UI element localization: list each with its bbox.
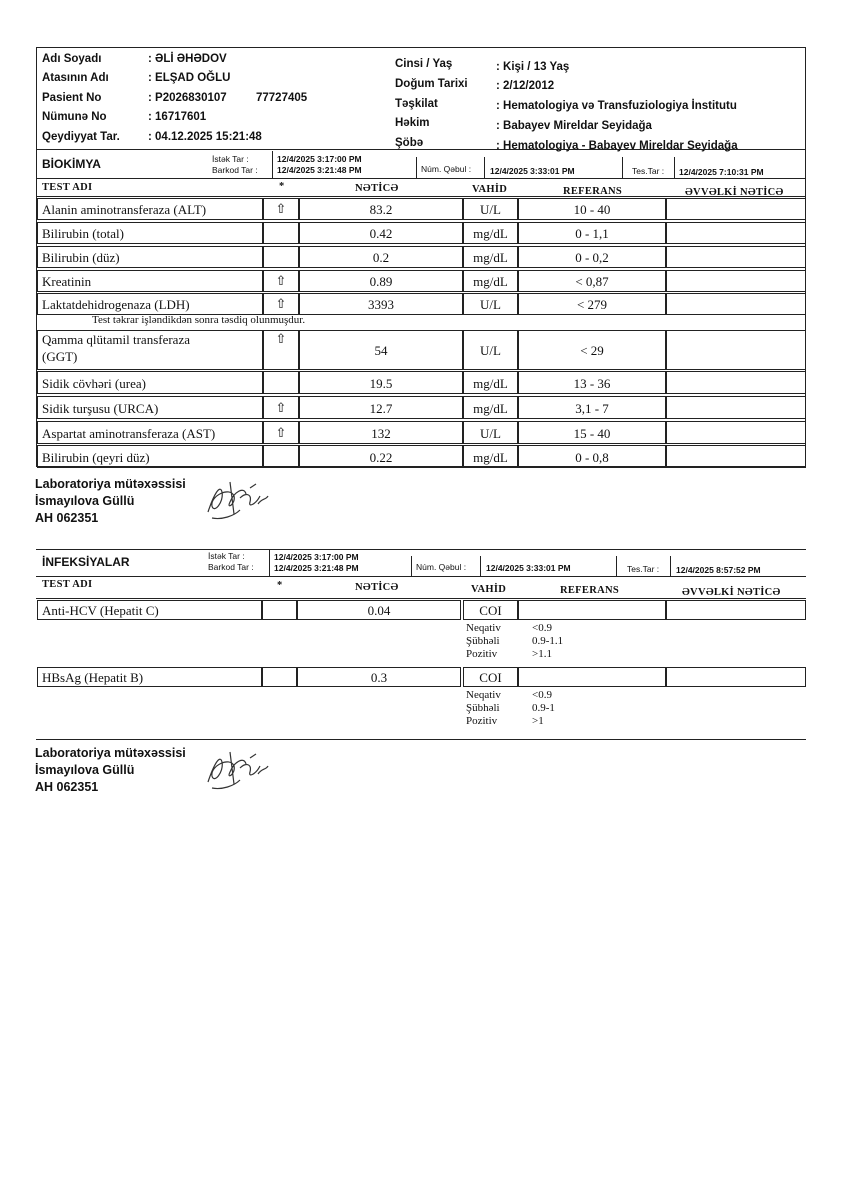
test-unit: U/L (480, 202, 501, 217)
bio-cell-prev (666, 222, 806, 244)
bio-cell-prev (666, 330, 806, 370)
test-unit: U/L (480, 343, 501, 358)
inf-cell-prev (666, 667, 806, 687)
num-qebul-label: Núm. Qəbul : (421, 164, 472, 174)
interp-value: >1 (532, 715, 544, 727)
high-flag-icon: ⇧ (275, 332, 287, 347)
bio-cell-flag (263, 270, 299, 292)
signer-title: Laboratoriya mütəxəssisi (35, 477, 186, 491)
bio-cell-unit (463, 246, 518, 268)
inf-col-test: TEST ADI (42, 579, 93, 590)
bio-cell-result (299, 445, 463, 468)
test-unit: mg/dL (473, 450, 508, 465)
doctor: : Babayev Mireldar Seyidağa (496, 120, 652, 132)
inf-tes-tar-label: Tes.Tar : (627, 564, 660, 574)
inf-col-prev: ƏVVƏLKİ NƏTİCƏ (682, 587, 781, 598)
inf-num-qebul-date: 12/4/2025 3:33:01 PM (486, 563, 571, 573)
high-flag-icon: ⇧ (275, 297, 287, 312)
bio-cell-result (299, 198, 463, 220)
tes-tar-date: 12/4/2025 7:10:31 PM (679, 167, 764, 177)
bio-cell-unit (463, 396, 518, 419)
test-ref: 0 - 1,1 (575, 226, 609, 241)
inf-num-qebul-label: Núm. Qəbul : (416, 562, 467, 572)
inf-test-result: 0.04 (367, 603, 391, 618)
signer2-code: AH 062351 (35, 780, 99, 794)
inf-cell-star (262, 667, 297, 687)
bio-cell-flag (263, 445, 299, 468)
test-ref: 3,1 - 7 (575, 401, 609, 416)
sample-no-label: Nümunə No (42, 111, 107, 123)
high-flag-icon: ⇧ (275, 426, 287, 441)
name-label: Adı Soyadı (42, 53, 102, 65)
bio-cell-ref (518, 270, 666, 292)
inf-cell-name (37, 600, 262, 620)
bio-cell-prev (666, 270, 806, 292)
col-result: NƏTİCƏ (355, 183, 399, 194)
inf-cell-ref (518, 667, 666, 687)
inf-cell-result (297, 600, 461, 620)
birth-date: : 2/12/2012 (496, 80, 555, 92)
bio-cell-unit (463, 445, 518, 468)
tes-tar-label: Tes.Tar : (632, 166, 665, 176)
inf-col-result: NƏTİCƏ (355, 582, 399, 593)
interp-label: Neqativ (466, 622, 501, 634)
test-name-cont: (GGT) (42, 349, 78, 364)
patient-name: : ƏLİ ƏHƏDOV (148, 53, 227, 65)
test-result: 83.2 (369, 202, 393, 217)
high-flag-icon: ⇧ (275, 274, 287, 289)
dept-label: Şöbə (395, 137, 424, 149)
inf-col-ref: REFERANS (560, 585, 619, 596)
test-result: 12.7 (369, 401, 393, 416)
bio-cell-name (37, 293, 263, 315)
bio-cell-result (299, 330, 463, 370)
bio-cell-name (37, 371, 263, 394)
org-label: Təşkilat (395, 98, 438, 110)
inf-barkod-label: Barkod Tar : (208, 562, 254, 572)
inf-col-star: * (277, 580, 283, 591)
col-test: TEST ADI (42, 182, 93, 193)
signature-image (200, 474, 280, 524)
inf-istek-label: İstək Tar : (208, 551, 245, 561)
test-unit: U/L (480, 426, 501, 441)
interp-label: Şübhəli (466, 702, 500, 714)
bio-cell-unit (463, 198, 518, 220)
inf-cell-result (297, 667, 461, 687)
test-name: Sidik cövhəri (urea) (42, 376, 146, 391)
interp-label: Pozitiv (466, 648, 498, 660)
bio-cell-prev (666, 371, 806, 394)
signature-image-2 (200, 744, 280, 794)
inf-test-result: 0.3 (370, 670, 388, 685)
test-name: Sidik turşusu (URCA) (42, 401, 159, 416)
signer2-name: İsmayılova Güllü (35, 763, 135, 777)
inf-cell-ref (518, 600, 666, 620)
bio-cell-unit (463, 330, 518, 370)
divider (36, 149, 806, 150)
inf-cell-star (262, 600, 297, 620)
reg-date: : 04.12.2025 15:21:48 (148, 131, 262, 143)
test-name: Bilirubin (qeyri düz) (42, 450, 150, 465)
inf-test-name: Anti-HCV (Hepatit C) (42, 603, 159, 618)
bio-cell-ref (518, 222, 666, 244)
bio-cell-unit (463, 421, 518, 444)
inf-test-unit: COI (479, 670, 502, 685)
retest-note: Test təkrar işləndikdən sonra təsdiq olunmuşdur. (92, 314, 306, 326)
high-flag-icon: ⇧ (275, 202, 287, 217)
high-flag-icon: ⇧ (275, 401, 287, 416)
bio-cell-ref (518, 445, 666, 468)
test-name: Kreatinin (42, 274, 92, 289)
barkod-date: 12/4/2025 3:21:48 PM (277, 165, 362, 175)
bio-cell-name (37, 330, 263, 370)
test-ref: 0 - 0,2 (575, 250, 609, 265)
col-unit: VAHİD (472, 184, 508, 195)
interp-value: >1.1 (532, 648, 552, 660)
inf-cell-prev (666, 600, 806, 620)
father-label: Atasının Adı (42, 72, 109, 84)
bio-cell-ref (518, 330, 666, 370)
inf-test-name: HBsAg (Hepatit B) (42, 670, 144, 685)
test-unit: mg/dL (473, 274, 508, 289)
inf-barkod-date: 12/4/2025 3:21:48 PM (274, 563, 359, 573)
bio-cell-ref (518, 246, 666, 268)
test-result: 19.5 (369, 376, 393, 391)
test-result: 54 (374, 343, 388, 358)
test-result: 0.89 (369, 274, 393, 289)
signer-code: AH 062351 (35, 511, 99, 525)
inf-istek-date: 12/4/2025 3:17:00 PM (274, 552, 359, 562)
birth-label: Doğum Tarixi (395, 78, 468, 90)
bio-cell-flag (263, 421, 299, 444)
bio-cell-result (299, 421, 463, 444)
bio-cell-prev (666, 246, 806, 268)
bio-cell-result (299, 270, 463, 292)
col-prev: ƏVVƏLKİ NƏTİCƏ (685, 187, 784, 198)
interp-label: Şübhəli (466, 635, 500, 647)
test-unit: mg/dL (473, 376, 508, 391)
bio-cell-flag (263, 396, 299, 419)
section-title-infeksiyalar: İNFEKSİYALAR (42, 555, 130, 569)
bio-cell-prev (666, 445, 806, 468)
sex-age: : Kişi / 13 Yaş (496, 61, 570, 73)
inf-cell-unit (463, 600, 518, 620)
test-result: 3393 (368, 297, 394, 312)
test-result: 0.2 (372, 250, 390, 265)
test-unit: mg/dL (473, 401, 508, 416)
father-name: : ELŞAD OĞLU (148, 72, 231, 84)
patient-no: : P2026830107 (148, 92, 227, 104)
interp-value: <0.9 (532, 622, 552, 634)
test-name: Laktatdehidrogenaza (LDH) (42, 297, 190, 312)
bio-cell-flag (263, 330, 299, 370)
department: : Hematologiya - Babayev Mireldar Seyidağa (496, 140, 738, 152)
bio-cell-name (37, 246, 263, 268)
inf-test-unit: COI (479, 603, 502, 618)
bio-cell-prev (666, 198, 806, 220)
bio-cell-unit (463, 371, 518, 394)
signer-name: İsmayılova Güllü (35, 494, 135, 508)
doctor-label: Həkim (395, 117, 430, 129)
inf-tes-tar-date: 12/4/2025 8:57:52 PM (676, 565, 761, 575)
interp-value: 0.9-1 (532, 702, 555, 714)
bio-cell-prev (666, 396, 806, 419)
test-ref: < 0,87 (575, 274, 609, 289)
bio-cell-prev (666, 421, 806, 444)
bio-cell-ref (518, 421, 666, 444)
test-ref: < 29 (580, 343, 604, 358)
bio-cell-ref (518, 198, 666, 220)
section-title-biokimya: BİOKİMYA (42, 157, 101, 171)
patient-no-label: Pasient No (42, 92, 102, 104)
bio-cell-prev (666, 293, 806, 315)
col-ref: REFERANS (563, 186, 622, 197)
bio-cell-name (37, 445, 263, 468)
reg-date-label: Qeydiyyat Tar. (42, 131, 120, 143)
bio-cell-flag (263, 293, 299, 315)
bio-cell-unit (463, 293, 518, 315)
test-name: Qamma qlütamil transferaza (42, 332, 190, 347)
test-name: Bilirubin (total) (42, 226, 124, 241)
test-result: 0.42 (369, 226, 393, 241)
bio-cell-ref (518, 396, 666, 419)
bio-cell-result (299, 371, 463, 394)
interp-value: <0.9 (532, 689, 552, 701)
patient-no-2: 77727405 (256, 92, 308, 104)
bio-cell-name (37, 198, 263, 220)
bio-cell-ref (518, 293, 666, 315)
bio-cell-flag (263, 371, 299, 394)
bio-cell-name (37, 421, 263, 444)
barkod-label: Barkod Tar : (212, 165, 258, 175)
test-unit: U/L (480, 297, 501, 312)
test-ref: 0 - 0,8 (575, 450, 609, 465)
test-unit: mg/dL (473, 250, 508, 265)
bio-cell-result (299, 396, 463, 419)
interp-label: Pozitiv (466, 715, 498, 727)
bio-cell-result (299, 293, 463, 315)
test-ref: < 279 (576, 297, 608, 312)
bio-cell-name (37, 396, 263, 419)
bio-cell-unit (463, 270, 518, 292)
sex-age-label: Cinsi / Yaş (395, 58, 453, 70)
bio-cell-name (37, 222, 263, 244)
bio-cell-flag (263, 246, 299, 268)
test-result: 0.22 (369, 450, 393, 465)
bio-cell-unit (463, 222, 518, 244)
sample-no: : 16717601 (148, 111, 207, 123)
interp-label: Neqativ (466, 689, 501, 701)
test-ref: 10 - 40 (573, 202, 611, 217)
inf-cell-name (37, 667, 262, 687)
bio-cell-name (37, 270, 263, 292)
test-name: Alanin aminotransferaza (ALT) (42, 202, 207, 217)
bio-cell-result (299, 222, 463, 244)
istek-date: 12/4/2025 3:17:00 PM (277, 154, 362, 164)
test-ref: 13 - 36 (573, 376, 611, 391)
bio-cell-result (299, 246, 463, 268)
test-ref: 15 - 40 (573, 426, 611, 441)
num-qebul-date: 12/4/2025 3:33:01 PM (490, 166, 575, 176)
bio-cell-flag (263, 198, 299, 220)
bio-cell-flag (263, 222, 299, 244)
col-star: * (279, 181, 285, 192)
test-name: Aspartat aminotransferaza (AST) (42, 426, 216, 441)
organization: : Hematologiya və Transfuziologiya İnstitutu (496, 100, 737, 112)
inf-col-unit: VAHİD (471, 584, 507, 595)
test-name: Bilirubin (düz) (42, 250, 120, 265)
inf-cell-unit (463, 667, 518, 687)
test-unit: mg/dL (473, 226, 508, 241)
bio-cell-ref (518, 371, 666, 394)
test-result: 132 (371, 426, 391, 441)
interp-value: 0.9-1.1 (532, 635, 564, 647)
signer2-title: Laboratoriya mütəxəssisi (35, 746, 186, 760)
istek-label: İstək Tar : (212, 154, 249, 164)
